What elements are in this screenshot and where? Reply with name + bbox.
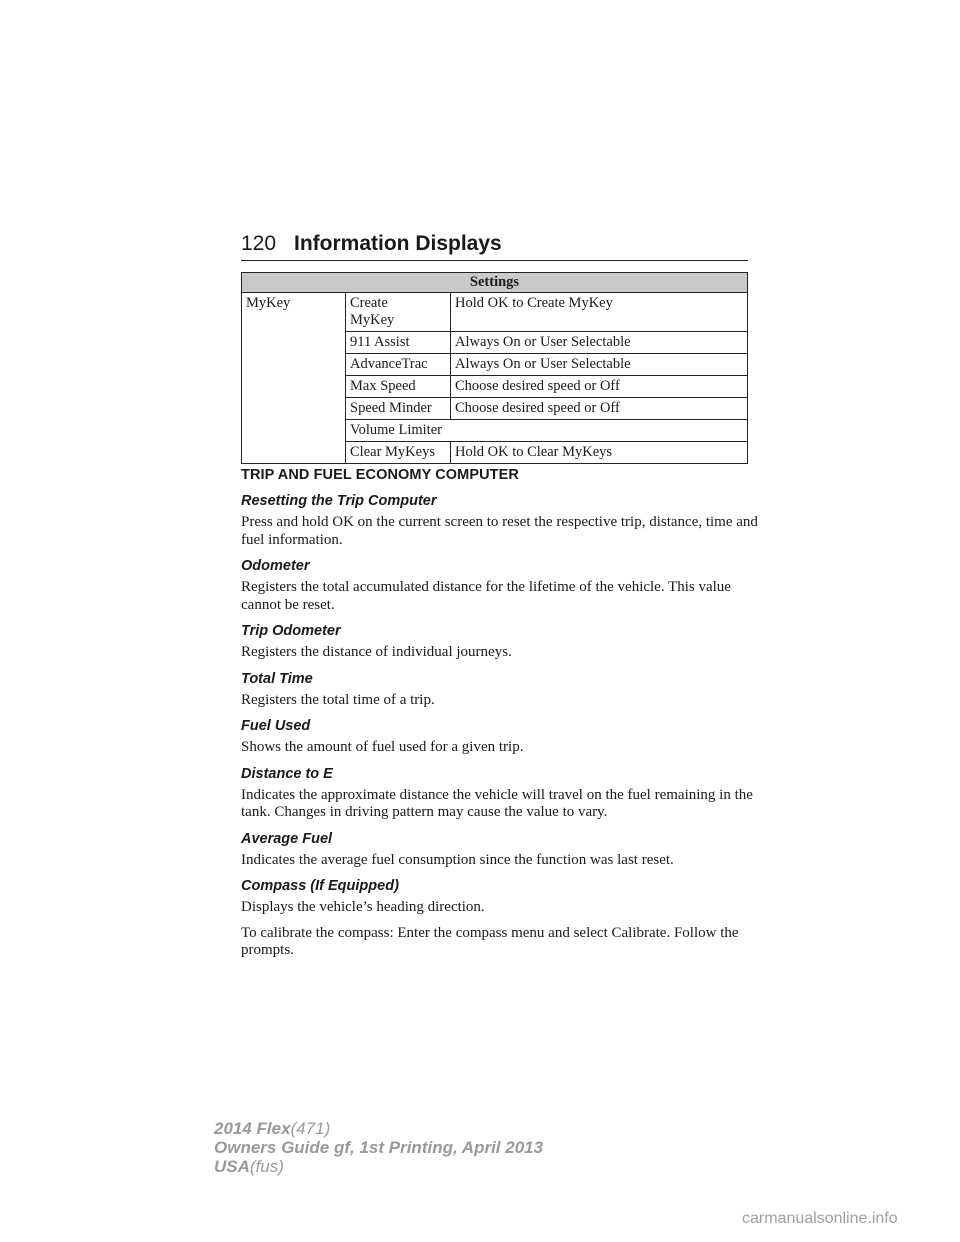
table-cell-value: Always On or User Selectable (451, 354, 748, 376)
subheading: Distance to E (241, 765, 333, 782)
footer-region-code: (fus) (249, 1157, 284, 1176)
subheading: Trip Odometer (241, 623, 341, 639)
print-footer (214, 1119, 543, 1176)
paragraph: Indicates the average fuel consumption since the function was last reset. (241, 851, 674, 868)
subheading: Compass (If Equipped) (241, 878, 399, 894)
paragraph: Press and hold OK on the current screen to reset the respective trip, distance, time and fuel information. (241, 514, 758, 548)
table-cell-value: Always On or User Selectable (451, 332, 748, 354)
subheading: Average Fuel (241, 830, 333, 847)
table-cell-item: Create MyKey (346, 293, 451, 332)
table-cell-item: Clear MyKeys (346, 442, 451, 464)
paragraph: Shows the amount of fuel used for a given trip. (241, 739, 524, 755)
footer-region: USA (214, 1157, 250, 1176)
table-cell-item: Speed Minder (346, 398, 451, 420)
page-header (241, 230, 748, 261)
page-title: Information Displays (294, 232, 502, 255)
footer-guide: Owners Guide gf, 1st Printing, April 2013 (214, 1138, 544, 1157)
main-content (241, 466, 761, 968)
paragraph: Registers the total time of a trip. (241, 691, 435, 708)
table-cell-item: AdvanceTrac (346, 354, 451, 376)
section-heading: TRIP AND FUEL ECONOMY COMPUTER (241, 467, 519, 483)
settings-table (241, 272, 748, 464)
table-cell-value: Hold OK to Create MyKey (451, 293, 748, 332)
page-number: 120 (241, 232, 277, 255)
table-cell-value: Hold OK to Clear MyKeys (451, 442, 748, 464)
table-header-row (242, 273, 748, 293)
table-cell-value: Choose desired speed or Off (451, 376, 748, 398)
table-cell-item: Volume Limiter (346, 420, 748, 442)
subheading: Total Time (241, 670, 313, 687)
table-row (242, 293, 748, 332)
footer-model-code: (471) (290, 1119, 331, 1138)
subheading: Resetting the Trip Computer (241, 493, 437, 509)
paragraph: Displays the vehicle’s heading direction. (241, 899, 485, 915)
watermark: carmanualsonline.info (742, 1210, 898, 1227)
footer-model: 2014 Flex (214, 1119, 291, 1138)
paragraph: Indicates the approximate distance the vehicle will travel on the fuel remaining in the tank. Changes in driving pattern may cause the value to vary. (241, 786, 753, 820)
table-heading: Settings (242, 273, 748, 293)
paragraph: Registers the distance of individual journeys. (241, 644, 512, 660)
paragraph: To calibrate the compass: Enter the compass menu and select Calibrate. Follow the prompts. (241, 924, 739, 958)
table-group-label: MyKey (242, 293, 346, 464)
table-cell-item: 911 Assist (346, 332, 451, 354)
paragraph: Registers the total accumulated distance for the lifetime of the vehicle. This value cannot be reset. (241, 579, 731, 613)
table-cell-item: Max Speed (346, 376, 451, 398)
subheading: Odometer (241, 558, 310, 574)
subheading: Fuel Used (241, 718, 311, 734)
table-cell-value: Choose desired speed or Off (451, 398, 748, 420)
